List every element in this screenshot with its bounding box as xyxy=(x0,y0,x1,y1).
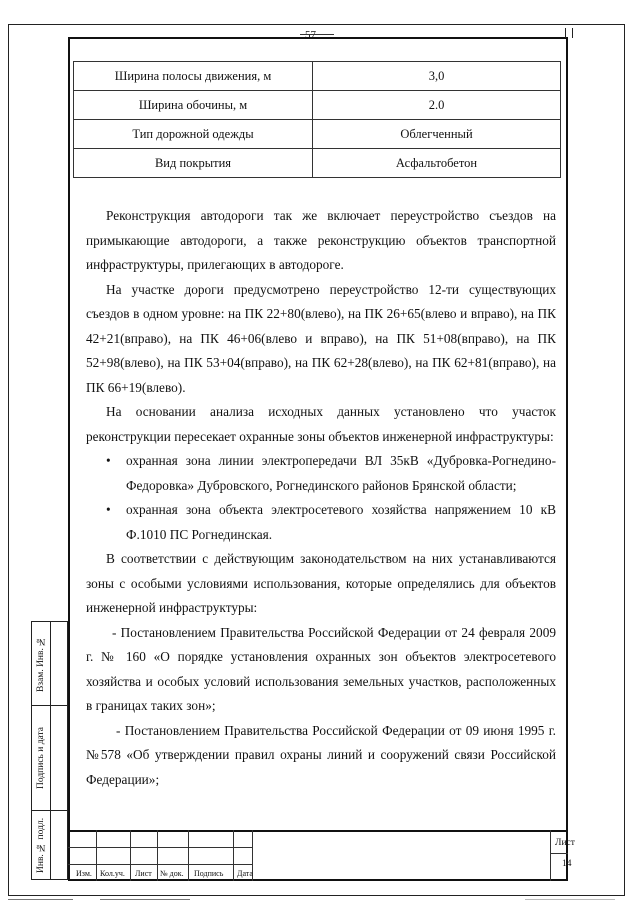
title-block-rule xyxy=(188,830,189,881)
table-cell-value: Облегченный xyxy=(313,120,561,149)
bullet-marker: • xyxy=(106,502,111,517)
table-row xyxy=(74,120,561,149)
table-row xyxy=(74,62,561,91)
paragraph: В соответствии с действующим законодательством на них устанавливаются зоны с особыми условиями использования, которые определялись для объектов инженерной инфраструктуры: xyxy=(86,551,556,615)
table-cell-value: Асфальтобетон xyxy=(313,149,561,178)
parameters-table xyxy=(73,61,561,178)
corner-mark xyxy=(565,28,573,38)
table-cell-label: Тип дорожной одежды xyxy=(74,120,313,149)
tb-label-kol-uch: Кол.уч. xyxy=(100,869,125,878)
margin-stamp-column xyxy=(51,621,68,880)
title-block-rule xyxy=(96,830,97,881)
table-row xyxy=(74,149,561,178)
sheet-number: 14 xyxy=(562,859,572,869)
bullet-text: охранная зона объекта электросетевого хозяйства напряжением 10 кВ Ф.1010 ПС Рогнединская. xyxy=(126,502,556,542)
table-cell-label: Ширина полосы движения, м xyxy=(74,62,313,91)
sheet-label: Лист xyxy=(555,838,575,848)
page-number: 57 xyxy=(305,29,316,41)
bullet-item xyxy=(86,498,556,547)
title-block-rule xyxy=(550,830,551,881)
tb-label-list: Лист xyxy=(135,869,152,878)
list-item: - Постановлением Правительства Российской Федерации от 24 февраля 2009 г. № 160 «О порядке установления охранных зон объектов электросетевого хозяйства и особых условий использования земельных участков, расположенных в границах таких зон»; xyxy=(86,624,556,713)
body-text xyxy=(86,204,556,792)
table-cell-label: Вид покрытия xyxy=(74,149,313,178)
stamp-label-sign-date: Подпись и дата xyxy=(36,727,46,790)
tb-label-podpis: Подпись xyxy=(194,869,224,878)
table-cell-value: 2.0 xyxy=(313,91,561,120)
title-block-rule xyxy=(550,853,568,854)
tb-label-doc-no: № док. xyxy=(160,869,184,878)
title-block-rule xyxy=(233,830,234,881)
tb-label-izm: Изм. xyxy=(76,869,92,878)
table-row xyxy=(74,91,561,120)
table-cell-label: Ширина обочины, м xyxy=(74,91,313,120)
stamp-label-inv-sub: Взам. Инв. № xyxy=(36,635,46,692)
scan-artifact xyxy=(8,899,73,900)
scan-artifact xyxy=(100,899,190,900)
table-cell-value: 3,0 xyxy=(313,62,561,91)
title-block-rule xyxy=(130,830,131,881)
bullet-text: охранная зона линии электропередачи ВЛ 35кВ «Дубровка-Рогнедино-Федоровка» Дубровского, Рогнединского районов Брянской области; xyxy=(126,453,556,493)
title-block-rule xyxy=(157,830,158,881)
paragraph: На основании анализа исходных данных установлено что участок реконструкции пересекает охранные зоны объектов инженерной инфраструктуры: xyxy=(86,404,556,444)
paragraph: На участке дороги предусмотрено переустройство 12-ти существующих съездов в одном уровне: на ПК 22+80(влево), на ПК 26+65(влево и вправо), на ПК 42+21(вправо), на ПК 46+06(влево и вправо), на ПК 51+08(вправо), на ПК 52+98(влево), на ПК 53+04(вправо), на ПК 62+28(влево), на ПК 62+81(вправо), на ПК 66+19(влево). xyxy=(86,281,556,395)
list-item: - Постановлением Правительства Российской Федерации от 09 июня 1995 г. №578 «Об утверждении правил охраны линий и сооружений связи Российской Федерации»; xyxy=(86,722,556,787)
bullet-marker: • xyxy=(106,453,111,468)
tb-label-data: Дата xyxy=(237,869,253,878)
stamp-label-inv-orig: Инв. № подл. xyxy=(36,817,46,873)
page-number-rule xyxy=(300,34,334,35)
scan-artifact xyxy=(525,899,615,900)
paragraph: Реконструкция автодороги так же включает переустройство съездов на примыкающие автодороги, а также реконструкцию объектов транспортной инфраструктуры, прилегающих в автодороге. xyxy=(86,208,556,272)
bullet-item xyxy=(86,449,556,498)
